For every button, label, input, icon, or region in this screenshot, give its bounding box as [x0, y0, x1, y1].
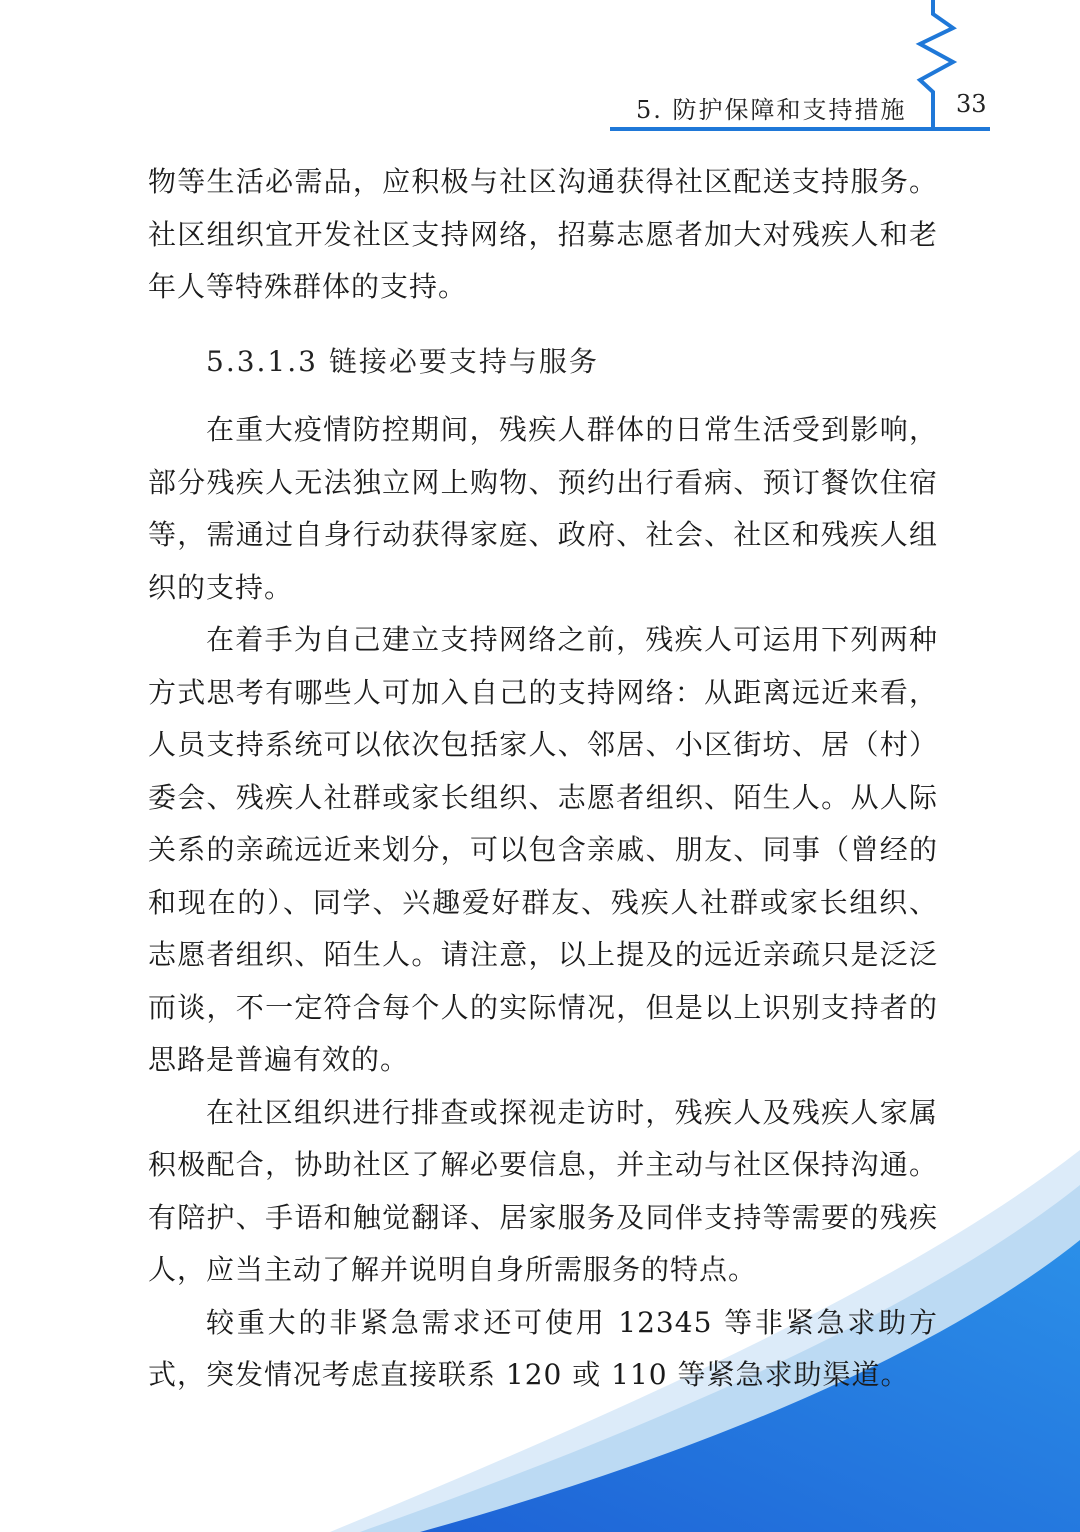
chapter-title: 5. 防护保障和支持措施	[636, 96, 907, 124]
paragraph-5: 较重大的非紧急需求还可使用 12345 等非紧急求助方式，突发情况考虑直接联系 120 或 110 等紧急求助渠道。	[148, 1305, 938, 1391]
page-header	[600, 86, 990, 130]
paragraph-4: 在社区组织进行排查或探视走访时，残疾人及残疾人家属积极配合，协助社区了解必要信息，并主动与社区保持沟通。有陪护、手语和触觉翻译、居家服务及同伴支持等需要的残疾人，应当主动了解并说明自身所需服务的特点。	[148, 1095, 938, 1286]
paragraph-3: 在着手为自己建立支持网络之前，残疾人可运用下列两种方式思考有哪些人可加入自己的支持网络：从距离远近来看，人员支持系统可以依次包括家人、邻居、小区街坊、居（村）委会、残疾人社群或家长组织、志愿者组织、陌生人。从人际关系的亲疏远近来划分，可以包含亲戚、朋友、同事（曾经的和现在的）、同学、兴趣爱好群友、残疾人社群或家长组织、志愿者组织、陌生人。请注意，以上提及的远近亲疏只是泛泛而谈，不一定符合每个人的实际情况，但是以上识别支持者的思路是普遍有效的。	[148, 623, 938, 1076]
page-body	[148, 156, 938, 1402]
paragraph-1: 物等生活必需品，应积极与社区沟通获得社区配送支持服务。社区组织宜开发社区支持网络，招募志愿者加大对残疾人和老年人等特殊群体的支持。	[148, 165, 938, 303]
section-heading: 5.3.1.3 链接必要支持与服务	[206, 344, 599, 378]
page-number: 33	[956, 90, 987, 118]
paragraph-2: 在重大疫情防控期间，残疾人群体的日常生活受到影响，部分残疾人无法独立网上购物、预约出行看病、预订餐饮住宿等，需通过自身行动获得家庭、政府、社会、社区和残疾人组织的支持。	[148, 413, 938, 604]
